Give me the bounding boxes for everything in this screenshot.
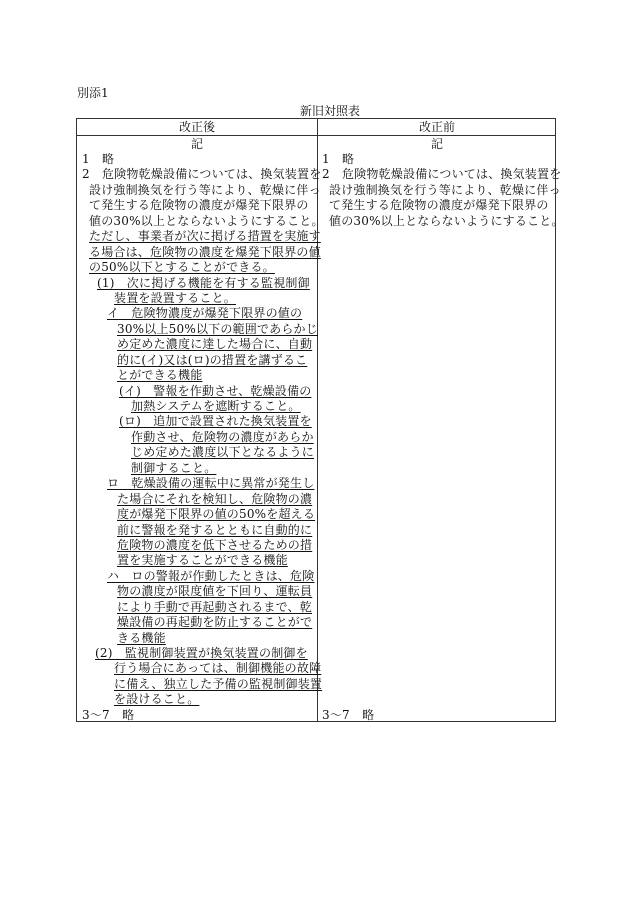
amended-text: きる機能 [117, 630, 166, 645]
amended-text: イ 危険物濃度が爆発下限界の値の [107, 306, 303, 321]
amended-text: 加熱システムを遮断すること。 [131, 399, 301, 413]
text-line [82, 538, 320, 553]
text-line [82, 414, 320, 429]
amended-text: 度が爆発下限界の値の50%を超える [117, 507, 316, 522]
line-text: 1 略 [322, 152, 355, 166]
text-line [322, 152, 560, 167]
line-text: て発生する危険物の濃度が爆発下限界の [89, 198, 309, 213]
amended-text: 置を実施することができる機能 [117, 553, 288, 568]
text-line [82, 399, 320, 414]
document-title: 新旧対照表 [299, 104, 360, 118]
column-header-before: 改正前 [418, 120, 455, 134]
amended-text: 装置を設置すること。 [114, 290, 237, 305]
line-text: 設け強制換気を行う等により、乾燥に伴っ [329, 182, 561, 197]
ki-heading-before: 記 [430, 137, 443, 151]
text-line [82, 213, 324, 229]
amended-text: (ロ) 追加で設置された換気装置を [119, 414, 312, 429]
text-line [82, 322, 320, 337]
amended-text: に備え、独立した予備の監視制御装置 [114, 676, 323, 691]
text-line [82, 430, 320, 445]
amended-text: る場合は、危険物の濃度を爆発下限界の値 [89, 244, 321, 259]
line-text: 3〜7 略 [322, 707, 375, 722]
text-line [82, 384, 320, 399]
text-line [82, 631, 320, 646]
amended-text: じめ定めた濃度以下となるように [131, 445, 315, 460]
line-text: 2 危険物乾燥設備については、換気装置を [322, 167, 562, 182]
text-line [82, 306, 320, 321]
text-line [322, 708, 560, 723]
after-column [82, 152, 324, 723]
amended-text: 行う場合にあっては、制御機能の故障 [114, 661, 322, 676]
line-text: て発生する危険物の濃度が爆発下限界の [329, 198, 549, 213]
amended-text: 的に(イ)又は(ロ)の措置を講ずるこ [117, 352, 308, 367]
text-line [82, 492, 320, 507]
amended-text: (イ) 警報を作動させ、乾燥設備の [119, 383, 312, 398]
text-line [82, 445, 320, 460]
text-line [82, 245, 320, 260]
text-line [82, 507, 320, 522]
amended-text: 30%以上50%以下の範囲であらかじ [117, 321, 318, 336]
line-text: 値の30%以上とならないようにすること。 [329, 213, 564, 228]
text-line [82, 198, 320, 213]
text-line [82, 569, 320, 584]
line-text: 設け強制換気を行う等により、乾燥に伴っ [89, 182, 321, 197]
amended-text: (2) 監視制御装置が換気装置の制御を [95, 646, 308, 660]
text-line [82, 584, 320, 599]
amended-text: (1) 次に掲げる機能を有する監視制御 [97, 275, 310, 290]
amended-text: 制御すること。 [131, 460, 217, 475]
text-line [82, 523, 320, 538]
text-line [82, 260, 320, 275]
text-line [82, 152, 320, 167]
header-rule [77, 135, 555, 136]
amended-text: ハ ロの警報が作動したときは、危険 [107, 568, 315, 583]
amended-text: 燥設備の再起動を防止することがで [117, 615, 313, 630]
text-line [322, 198, 560, 213]
text-line [82, 661, 320, 676]
text-line [82, 167, 320, 182]
amended-text: 危険物の濃度を低下させるための措 [117, 537, 313, 552]
text-line [322, 183, 560, 198]
amended-text: ただし、事業者が次に掲げる措置を実施す [89, 229, 321, 244]
before-column [322, 152, 564, 723]
line-text: 3〜7 略 [82, 707, 135, 722]
text-line [82, 229, 320, 244]
text-line [82, 337, 320, 352]
amended-text: の50%以下とすることができる。 [89, 260, 275, 275]
ki-heading-after: 記 [190, 137, 203, 151]
line-text: 1 略 [82, 152, 115, 166]
text-line [82, 615, 320, 630]
text-line [82, 676, 323, 692]
comparison-table [76, 118, 564, 722]
amended-text: 作動させ、危険物の濃度があらか [131, 429, 314, 444]
amended-text: 前に警報を発するとともに自動的に [117, 522, 313, 537]
amended-text: 物の濃度が限度値を下回り、運転員 [117, 584, 313, 599]
column-header-after: 改正後 [178, 120, 215, 134]
amended-text: を設けること。 [114, 692, 200, 707]
text-line [82, 646, 320, 661]
text-line [322, 167, 560, 182]
text-line [82, 183, 320, 198]
text-line [82, 353, 320, 368]
line-text: 値の30%以上とならないようにすること。 [89, 213, 324, 228]
text-line [82, 553, 320, 568]
text-line [82, 692, 320, 707]
text-line [82, 368, 320, 383]
line-text: 2 危険物乾燥設備については、換気装置を [82, 167, 322, 182]
amended-text: により手動で再起動されるまで、乾 [117, 599, 312, 614]
amended-text: ロ 乾燥設備の運転中に異常が発生し [107, 476, 315, 491]
attachment-label: 別添1 [77, 86, 109, 100]
text-line [322, 213, 564, 229]
amended-text: め定めた濃度に達した場合に、自動 [117, 337, 313, 352]
text-line [82, 600, 320, 615]
text-line [82, 291, 320, 306]
text-line [82, 476, 320, 491]
text-line [82, 276, 320, 291]
text-line [82, 461, 320, 476]
amended-text: とができる機能 [117, 368, 203, 383]
text-line [82, 708, 320, 723]
amended-text: た場合にそれを検知し、危険物の濃 [117, 491, 313, 506]
